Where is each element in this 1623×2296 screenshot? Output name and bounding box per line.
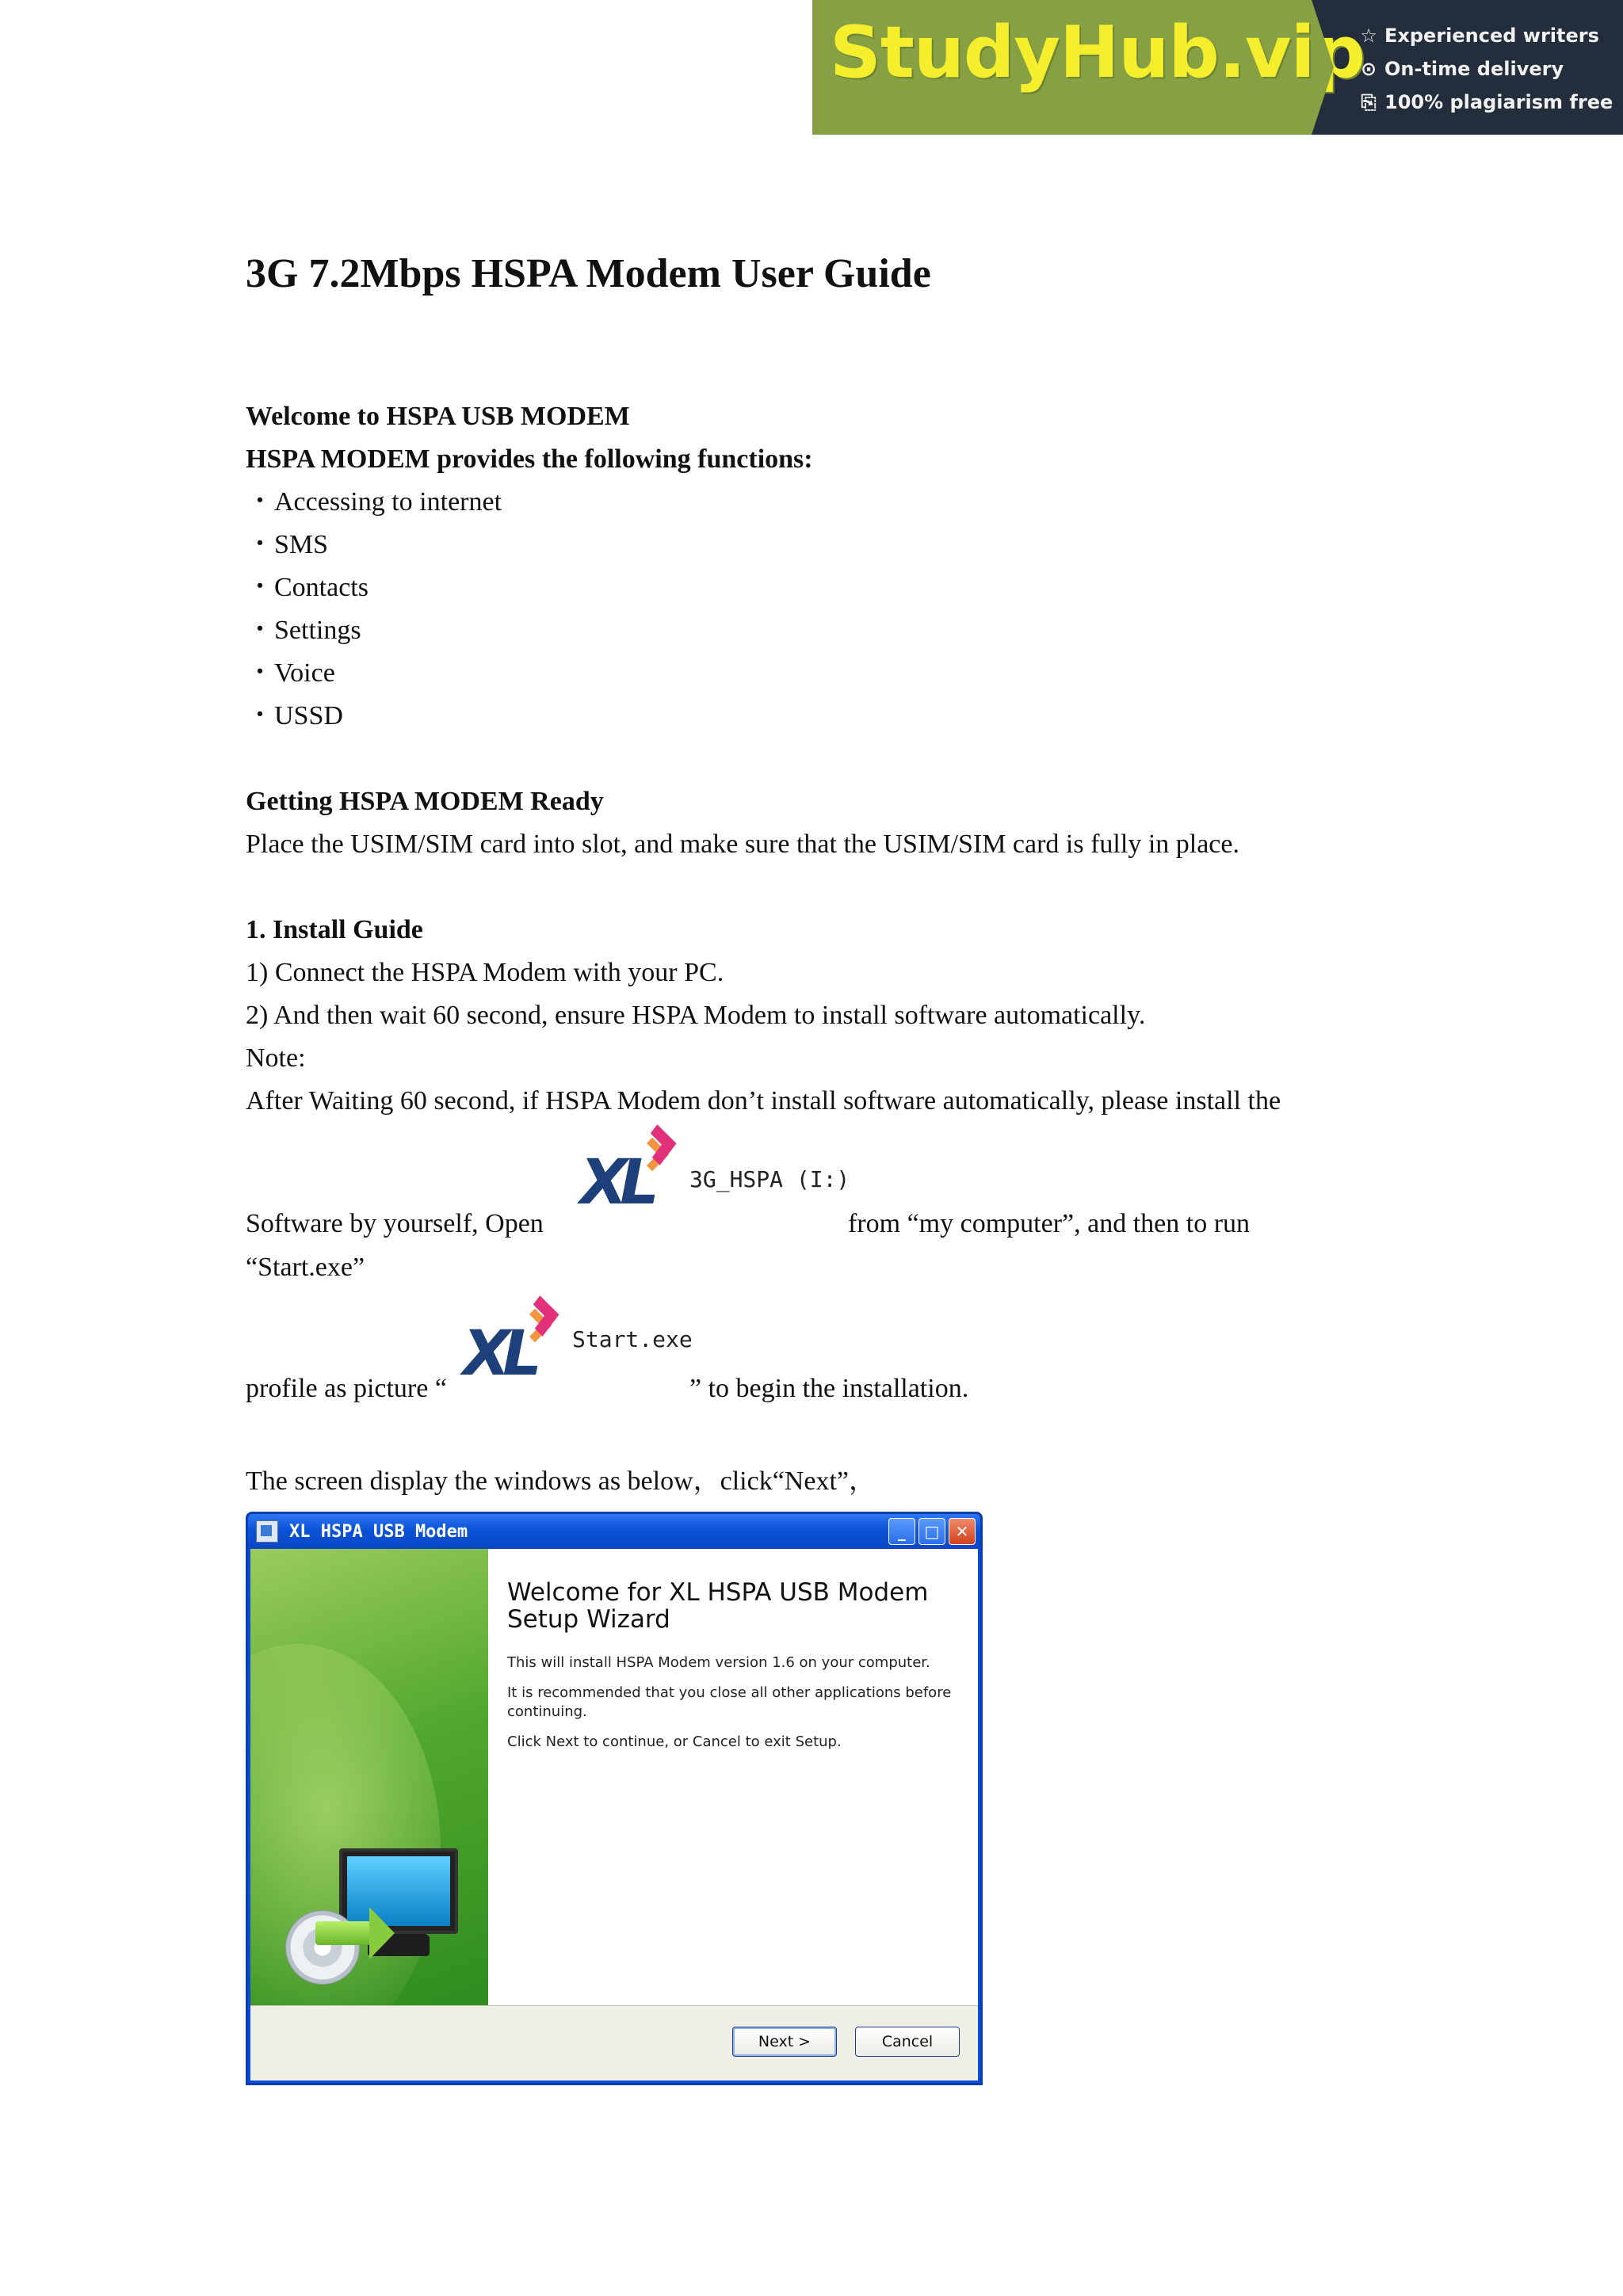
screen-instruction: The screen display the windows as below，click“Next”，	[246, 1466, 876, 1496]
wizard-content	[488, 1549, 978, 2005]
software-prefix: Software by yourself, Open	[246, 1209, 544, 1238]
next-button[interactable]: Next >	[732, 2027, 837, 2057]
drive-image	[579, 1131, 850, 1219]
start-exe-quote: “Start.exe”	[246, 1253, 365, 1282]
section-heading-ready: Getting HSPA MODEM Ready	[246, 787, 604, 816]
software-suffix: from “my computer”, and then to run	[848, 1209, 1251, 1238]
install-step-2: 2) And then wait 60 second, ensure HSPA Modem to install software automatically.	[246, 1001, 1146, 1030]
feature-label: Experienced writers	[1384, 25, 1599, 47]
wizard-paragraph: This will install HSPA Modem version 1.6 on your computer.	[507, 1654, 930, 1671]
ready-text: Place the USIM/SIM card into slot, and make sure that the USIM/SIM card is fully in place.	[246, 830, 1239, 859]
window-titlebar[interactable]	[248, 1514, 980, 1549]
studyhub-logo	[812, 0, 1365, 135]
star-icon: ☆	[1360, 25, 1377, 47]
start-exe-image	[461, 1302, 693, 1390]
wizard-side-banner	[250, 1549, 488, 2005]
installer-icon	[256, 1520, 278, 1543]
bullet: ・	[246, 530, 273, 559]
profile-prefix: profile as picture “	[246, 1374, 447, 1403]
bullet: ・	[246, 658, 273, 688]
brand-name: StudyHub.vip	[830, 11, 1365, 94]
wizard-paragraph: Click Next to continue, or Cancel to exit Setup.	[507, 1733, 842, 1750]
list-item-label: SMS	[274, 530, 329, 559]
list-item-label: Voice	[274, 658, 335, 688]
section-heading-install: 1. Install Guide	[246, 915, 423, 944]
note-label: Note:	[246, 1043, 306, 1073]
studyhub-banner[interactable]	[812, 0, 1623, 135]
functions-heading: HSPA MODEM provides the following functions:	[246, 444, 813, 474]
list-item-label: Accessing to internet	[274, 487, 502, 517]
start-exe-label: Start.exe	[572, 1326, 693, 1352]
feature-item	[1359, 86, 1623, 119]
bullet: ・	[246, 701, 273, 730]
install-step-1: 1) Connect the HSPA Modem with your PC.	[246, 958, 724, 987]
list-item	[246, 652, 335, 695]
minimize-button[interactable]: _	[888, 1518, 915, 1545]
bullet: ・	[246, 487, 273, 517]
xl-logo-text: XL	[580, 1147, 651, 1219]
window-body	[250, 1549, 978, 2081]
bullet: ・	[246, 573, 273, 602]
feature-item	[1359, 19, 1623, 52]
list-item-label: Contacts	[274, 573, 369, 602]
list-item	[246, 609, 361, 652]
list-item-label: USSD	[274, 701, 343, 730]
list-item	[246, 566, 369, 609]
xl-logo-icon	[579, 1131, 689, 1219]
wizard-heading: Welcome for XL HSPA USB Modem Setup Wizard	[507, 1578, 929, 1634]
wizard-paragraph: It is recommended that you close all other applications before continuing.	[507, 1684, 952, 1720]
install-arrow-icon	[315, 1921, 371, 1945]
close-button[interactable]: ✕	[949, 1518, 976, 1545]
drive-label: 3G_HSPA (I:)	[689, 1166, 850, 1192]
setup-wizard-window	[246, 1512, 983, 2085]
copy-icon: ⎘	[1361, 91, 1377, 113]
banner-chevron	[1312, 0, 1334, 135]
window-controls	[888, 1518, 976, 1545]
feature-item	[1359, 52, 1623, 86]
list-item	[246, 524, 328, 566]
list-item	[246, 695, 343, 738]
monitor-screen	[347, 1856, 450, 1926]
profile-suffix: ” to begin the installation.	[689, 1374, 969, 1403]
window-title: XL HSPA USB Modem	[289, 1521, 468, 1542]
clock-icon: ⊙	[1360, 58, 1377, 80]
page-title: 3G 7.2Mbps HSPA Modem User Guide	[246, 251, 931, 296]
welcome-heading: Welcome to HSPA USB MODEM	[246, 402, 630, 431]
cancel-button[interactable]: Cancel	[855, 2027, 960, 2057]
xl-logo-text: XL	[463, 1318, 534, 1390]
xl-logo-icon	[461, 1302, 572, 1390]
wizard-button-bar	[250, 2005, 978, 2081]
list-item	[246, 481, 502, 524]
maximize-button[interactable]: □	[918, 1518, 945, 1545]
note-text: After Waiting 60 second, if HSPA Modem don’t install software automatically, please install the	[246, 1086, 1281, 1116]
feature-label: 100% plagiarism free	[1384, 91, 1613, 113]
feature-label: On-time delivery	[1384, 58, 1564, 80]
bullet: ・	[246, 616, 273, 645]
list-item-label: Settings	[274, 616, 361, 645]
